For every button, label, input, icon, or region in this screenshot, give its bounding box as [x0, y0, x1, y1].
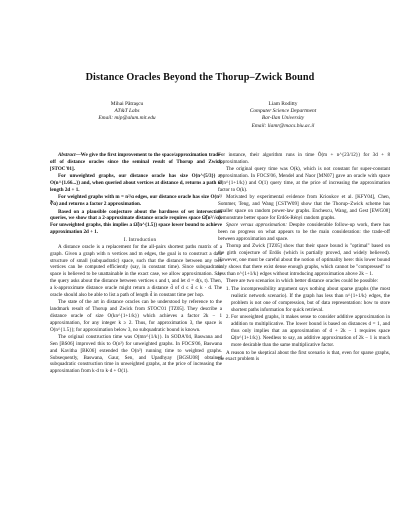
abstract-paragraph: For weighted graphs with m = n²/α edges, our distance oracle has size O(n²/∛α) and returns a factor 2 approximation. [50, 194, 222, 208]
paragraph-label: Space versus approximation: [226, 222, 287, 229]
body-paragraph: There are two scenarios in which better distance oracles could be possible: [226, 278, 379, 285]
right-column [218, 152, 390, 364]
abstract-label: Abstract [58, 152, 76, 158]
body-paragraph: Motivated by experimental evidence from Krioukov et al. [KFY04], Chen, Sommer, Teng, and Wang [CSTW09] show that the Thorup–Zwick scheme has smaller space on random power-law graphs. Enchescu, Wang, and Gest [EWG08] demonstrate better space for Erdős-Rényi random graphs. [218, 194, 390, 221]
paper-title: Distance Oracles Beyond the Thorup–Zwick Bound [85, 72, 315, 83]
body-paragraph: A distance oracle is a replacement for the all-pairs shortest paths matrix of a graph. Given a graph with n vertices and m edges, the goal is to construct a data structure of small (subquadratic) space, such that the distance between any two vertices can be computed efficiently (say, in constant time). Since subquadratic space is believed to be unattainable in the exact case, we allow approximation. Say the query asks about the distance between vertices s and t, and let d = d(s, t). Then, a k-approximate distance oracle might return a distance d̃ of d ≤ d̃ ≤ k · d. The oracle should also be able to list a path of length d̃ in constant time per hop. [50, 243, 222, 298]
body-paragraph: Space versus approximation: Despite considerable follow-up work, there has been no progress on what appears to be the main consideration: the trade-off between approximation and space. [218, 222, 390, 242]
author-patrascu [52, 101, 202, 123]
body-paragraph: A reason to be skeptical about the first scenario is that, even for sparse graphs, the exact problem is [218, 349, 390, 363]
author-email: Email: liamr@macs.biu.ac.il [251, 122, 315, 129]
author-email: Email: mip@alum.mit.edu [98, 115, 156, 122]
abstract-paragraph: For unweighted graphs, our distance oracle has size O(n^{5/3}) = O(n^{1.66...}) and, when queried about vertices at distance d, returns a path of length 2d + 1. [50, 173, 222, 193]
body-paragraph: The original query time was O(k), which is not constant for super-constant approximation. In FOCS'06, Mendel and Naor [MN07] gave an oracle with space O(n^{1+1/k}) and O(1) query time, at the price of increasing the approximation factor to O(k). [218, 166, 390, 193]
body-paragraph: Thorup and Zwick [TZ05] show that their space bound is "optimal" based on the girth conjecture of Erdős (which is partially proved, and widely believed). However, one must be careful about the notion of optimality here: this lower bound only shows that there exist dense enough graphs, which cannot be "compressed" to less than n^{1+1/k} edges without introducing approximation above 2k − 1. [218, 243, 390, 277]
section-heading: I. Introduction [123, 236, 157, 243]
author-affiliation: Computer Science Department [249, 108, 317, 115]
scenario-list [218, 286, 390, 349]
left-column [50, 152, 222, 376]
abstract-paragraph: Based on a plausible conjecture about the hardness of set intersection queries, we show that a 2-approximate distance oracle requires space Ω̃(n²/√α). For unweighted graphs, this implies a Ω̃(n^{1.5}) space lower bound to achieve approximation 2d + 1. [50, 208, 222, 236]
author-name: Liam Roditty [268, 101, 298, 107]
body-paragraph: The state of the art in distance oracles can be understood by reference to the landmark result of Thorup and Zwick from STOC'01 [TZ05]. They describe a distance oracle of size O(kn^{1+1/k}) which achieves a factor 2k − 1 approximation, for any integer k ≥ 2. Thus, for approximation 3, the space is O(n^{1.5}); for approximation below 3, no subquadratic bound is known. [50, 299, 222, 333]
author-affiliation: Bar-Ilan University [261, 115, 305, 122]
author-roditty [208, 101, 358, 130]
list-item: 1. The incompressibility argument says nothing about sparse graphs (the most realistic network scenario). If the graph has less than n^{1+1/k} edges, the problem is not one of compression, but of data representation: how to store shortest paths information for quick retrieval. [231, 286, 390, 313]
list-item: 2. For unweighted graphs, it makes sense to consider additive approximation in addition to multiplicative. The lower bound is based on distances d = 1, and thus only implies that an approximation of d + 2k − 1 requires space Ω(n^{1+1/k}). Needless to say, an additive approximation of 2k − 1 is much more desirable than the same multiplicative factor. [231, 314, 390, 348]
author-name: Mihai Pǎtraşcu [110, 101, 144, 107]
body-paragraph: The original construction time was O(mn^{1/k}). In SODA'04, Baswana and Sen [BS06] improved this to O(n²) for unweighted graphs. In FOCS'06, Baswana and Kavitha [BK06] extended the O(n²) running time to weighted graphs. Subsequently, Baswana, Gaur, Sen, and Upadhyay [BGSU08] obtained subquadratic construction time in unweighted graphs, at the price of increasing the approximation from k·d to k·d + O(1). [50, 334, 222, 375]
author-affiliation: AT&T Labs [114, 108, 140, 115]
body-paragraph: For instance, their algorithm runs in time Õ(m + n^{23/12}) for 3d + 8 approximation. [218, 152, 390, 165]
abstract-paragraph: Abstract—We give the first improvement to the space/approximation trade-off of distance oracles since the seminal result of Thorup and Zwick [STOC'01]. [50, 152, 222, 172]
